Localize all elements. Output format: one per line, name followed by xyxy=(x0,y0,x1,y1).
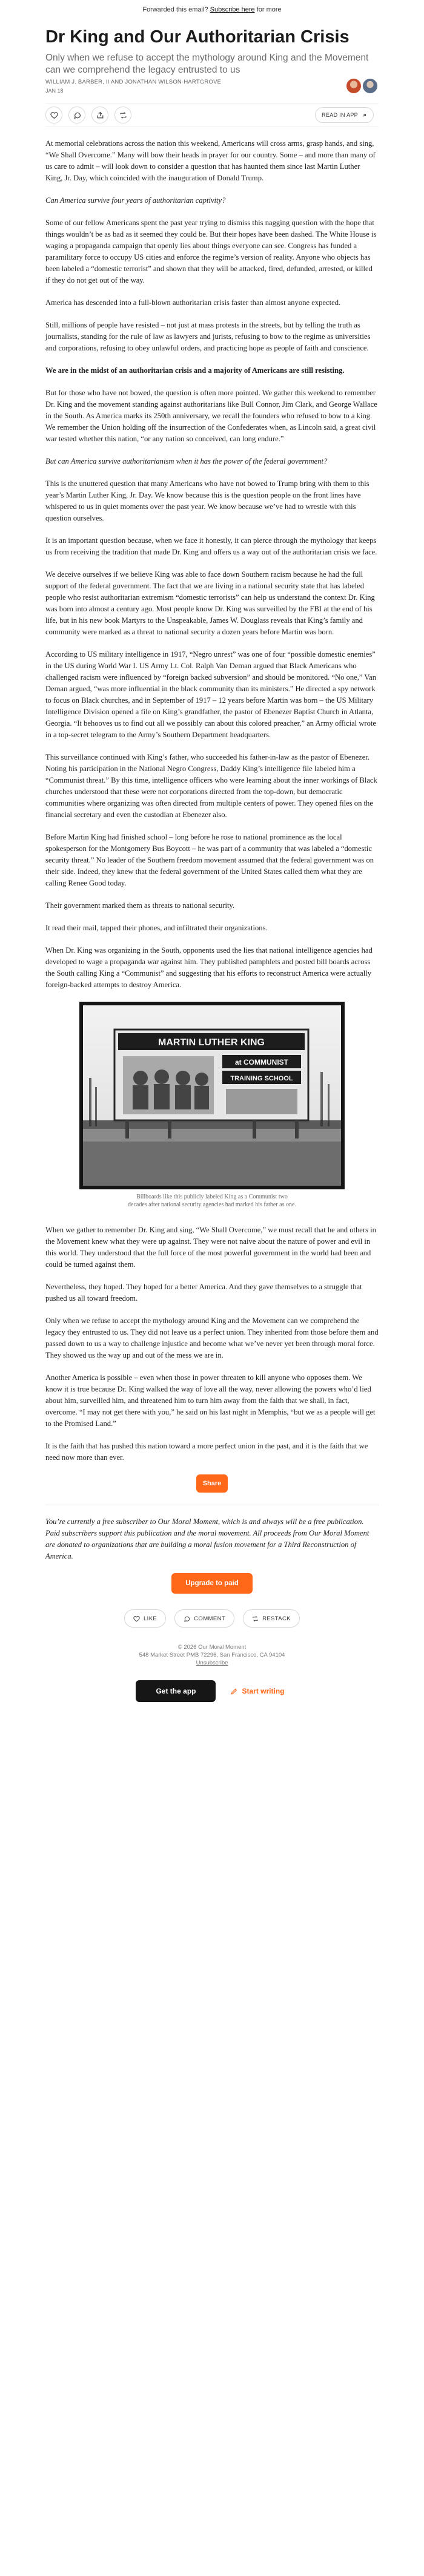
footer-like-label: LIKE xyxy=(143,1615,157,1622)
post-action-bar xyxy=(45,103,379,127)
body-paragraph: Another America is possible – even when those in power threaten to kill anyone who opposes them. We know it is true because Dr. King walked the way of love all the way, never allowing the powers who’d lied about him, surveilled him, and threatened him to turn him away from the faith that we shall, in fact, overcome. “I may not get there with you,” he said on his last night in Memphis, “but we as a people will get to the Promised Land.” xyxy=(45,1373,376,1428)
comment-icon xyxy=(73,111,81,119)
body-paragraph: We deceive ourselves if we believe King was able to face down Southern racism because he had the full support of the federal government. The fact that we are living in a national security state that has labeled people who resist authoritarian extremism “domestic terrorists” can help us understand the context Dr. King was born into almost a century ago. Most people know Dr. King was surveilled by the FBI at the end of his life, but in his new book Martyrs to the Unspeakable, James W. Douglass reveals that King’s family and community were marked as a threat to national security a dozen years before Martin was born. xyxy=(45,570,375,636)
body-paragraph: It read their mail, tapped their phones, and infiltrated their organizations. xyxy=(45,924,268,932)
forwarded-banner xyxy=(0,6,424,13)
body-paragraph: Before Martin King had finished school – long before he rose to national prominence as the local spokesperson for the Montgomery Bus Boycott – he was part of a community that was labeled a “domestic security threat.” No leader of the Southern freedom movement assumed that the federal government was on their side. Indeed, they knew that the federal government of the United States called them what they are calling Renee Good today. xyxy=(45,833,374,887)
billboard-figure xyxy=(45,1002,379,1209)
forwarded-text: Forwarded this email? xyxy=(142,6,208,13)
body-paragraph: This is the unuttered question that many Americans who have not bowed to Trump bring with them to this year’s Martin Luther King, Jr. Day. We know because this is the question people on the front lines have whispered to us in quiet moments over the past year. We know because we’ve had to wrestle with this question ourselves. xyxy=(45,479,369,522)
footer-comment-label: COMMENT xyxy=(194,1615,226,1622)
billboard-text-line1: MARTIN LUTHER KING xyxy=(158,1037,265,1048)
billboard-text-line2: at COMMUNIST xyxy=(235,1058,288,1066)
footer-like-button[interactable] xyxy=(124,1609,166,1628)
restack-button[interactable] xyxy=(114,107,131,123)
avatar[interactable] xyxy=(346,79,361,93)
body-paragraph: When Dr. King was organizing in the South, opponents used the lies that national intelligence agencies had developed to wage a propaganda war against him. They published pamphlets and posted bill boards across the South calling King a “Communist” and suggesting that his efforts to reconstruct America were actually foreign-backed attempts to destroy America. xyxy=(45,946,373,989)
forwarded-suffix: for more xyxy=(256,6,282,13)
body-paragraph: This surveillance continued with King’s father, who succeeded his father-in-law as the pastor of Ebenezer. Noting his participation in the National Negro Congress, Daddy King’s intelligence file labeled him a “Communist threat.” By this time, intelligence officers who were learning about the inner workings of Black churches understood that these were not corporations directed from the top-down, but democratic communities where organizing was often directed from multiple centers of power. They opened files on the financial secretary and even the custodian at Ebenezer also. xyxy=(45,753,377,819)
post-body xyxy=(45,138,379,1702)
caption-line-2: decades after national security agencies had marked his father as one. xyxy=(128,1201,296,1208)
body-paragraph: At memorial celebrations across the nation this weekend, Americans will cross arms, grasp hands, and sing, “We Shall Overcome.” Many will bow their heads in prayer for our country. Some – and more than many of us care to admit – will look down to consider a question that has haunted them since last Martin Luther King, Jr. Day, which coincided with the inauguration of Donald Trump. xyxy=(45,139,376,182)
body-paragraph: When we gather to remember Dr. King and sing, “We Shall Overcome,” we must recall that he and others in the Movement knew what they were up against. They were not naive about the nature of power and evil in this world. They understood that the full force of the most powerful government in the world had been and could be turned against them. xyxy=(45,1226,376,1269)
post-date: JAN 18 xyxy=(45,88,64,94)
comment-icon xyxy=(184,1615,190,1622)
body-paragraph: Some of our fellow Americans spent the past year trying to dismiss this nagging question with the hope that things wouldn’t be as bad as it seemed they could be. But their hopes have been dashed. The White House is waging a propaganda campaign that openly lies about things everyone can see. Congress has funded a paramilitary force to occupy US cities and enforce the regime’s version of reality. Anyone who objects has been labeled a “domestic terrorist” and shown that they will be attacked, fired, defunded, arrested, or killed if they do not get out of the way. xyxy=(45,218,377,284)
footer-info xyxy=(45,1643,379,1667)
upgrade-to-paid-button[interactable]: Upgrade to paid xyxy=(171,1573,253,1594)
caption-line-1: Billboards like this publicly labeled King as a Communist two xyxy=(136,1194,288,1200)
footer-address: 548 Market Street PMB 72296, San Francisco, CA 94104 xyxy=(139,1652,285,1658)
body-paragraph: Still, millions of people have resisted – not just at mass protests in the streets, but by telling the truth as journalists, standing for the rule of law as lawyers and jurists, refusing to bow to the regime as universities and corporations, refusing to obey unlawful orders, and practicing hope as people of faith and conscience. xyxy=(45,321,371,352)
share-button[interactable] xyxy=(91,107,108,123)
unsubscribe-link[interactable]: Unsubscribe xyxy=(196,1660,228,1666)
body-paragraph: But for those who have not bowed, the question is often more pointed. We gather this weekend to remember Dr. King and the movement standing against authoritarians like Bull Connor, Jim Clark, and George Wallace in the South. As America marks its 250th anniversary, we recall the founders who refused to bow to a king. We remember the Union holding off the insurrection of the Confederates when, as Lincoln said, a great civil war tested whether this nation, “or any nation so conceived, can long endure.” xyxy=(45,389,377,443)
get-the-app-button[interactable]: Get the app xyxy=(136,1680,216,1702)
body-paragraph: Can America survive four years of authoritarian captivity? xyxy=(45,196,226,205)
share-post-button[interactable]: Share xyxy=(196,1474,228,1493)
subscription-note: You’re currently a free subscriber to Our Moral Moment, which is and always will be a free publication. Paid subscribers support this publication and the moral movement. All proceeds from Our Moral Moment are donated to organizations that are building a moral fusion movement for a Third Reconstruction of America. xyxy=(45,1517,369,1560)
body-paragraph: We are in the midst of an authoritarian crisis and a majority of Americans are still resisting. xyxy=(45,366,345,375)
post-subtitle: Only when we refuse to accept the mythology around King and the Movement can we comprehend the legacy entrusted to us xyxy=(45,53,369,75)
author-avatars xyxy=(346,79,377,93)
start-writing-button[interactable] xyxy=(227,1680,288,1702)
body-paragraph: It is the faith that has pushed this nation toward a more perfect union in the past, and it is the faith that we need now more than ever. xyxy=(45,1442,368,1462)
read-in-app-button[interactable] xyxy=(315,107,374,123)
body-paragraph: Only when we refuse to accept the mythology around King and the Movement can we comprehend the legacy they entrusted to us. They did not leave us a perfect union. They inherited from those before them and passed down to us a way to challenge injustice and become what we’ve never yet been through moral force. They showed us the way up and out of the mess we are in. xyxy=(45,1316,379,1359)
figure-caption xyxy=(45,1193,379,1209)
like-button[interactable] xyxy=(45,107,62,123)
body-paragraph: America has descended into a full-blown authoritarian crisis faster than almost anyone expected. xyxy=(45,298,341,307)
subscribe-link[interactable]: Subscribe here xyxy=(210,6,255,13)
body-paragraph: But can America survive authoritarianism when it has the power of the federal government? xyxy=(45,457,328,465)
comment-button[interactable] xyxy=(68,107,85,123)
avatar[interactable] xyxy=(363,79,377,93)
footer-restack-label: RESTACK xyxy=(262,1615,291,1622)
body-paragraph: According to US military intelligence in 1917, “Negro unrest” was one of four “possible domestic enemies” in the US during World War I. US Army Lt. Col. Ralph Van Deman argued that Black Americans who challenged racism were influenced by “foreign backed subversion” and should be monitored. “No one,” Van Deman argued, “was more influential in the black community than its ministers.” He directed a spy network to focus on Black churches, and in September of 1917 – 12 years before Martin was born – the US Military Intelligence Division opened a file on King’s grandfather, the pastor of Ebenezer Baptist Church in Atlanta, Georgia. “It behooves us to find out all we possibly can about this colored preacher,” an Army official wrote in a top-secret telegram to the Army’s Southern Department headquarters. xyxy=(45,650,377,739)
footer-copyright: © 2026 Our Moral Moment xyxy=(177,1644,247,1651)
arrow-up-right-icon xyxy=(362,113,367,118)
billboard-photo[interactable] xyxy=(79,1002,345,1189)
bottom-buttons xyxy=(45,1680,379,1702)
read-in-app-label: READ IN APP xyxy=(322,112,358,118)
heart-icon xyxy=(50,111,58,119)
restack-icon xyxy=(119,111,127,119)
restack-icon xyxy=(252,1615,259,1622)
start-writing-label: Start writing xyxy=(242,1687,285,1695)
pencil-icon xyxy=(230,1687,238,1695)
body-paragraph: Their government marked them as threats to national security. xyxy=(45,901,235,910)
body-paragraph: It is an important question because, when we face it honestly, it can pierce through the mythology that keeps us from receiving the tradition that made Dr. King and offers us a way out of the authoritarian crisis we face. xyxy=(45,536,377,556)
heart-icon xyxy=(133,1615,140,1622)
share-icon xyxy=(96,111,104,119)
footer-restack-button[interactable] xyxy=(243,1609,300,1628)
post-title[interactable]: Dr King and Our Authoritarian Crisis xyxy=(45,27,349,47)
post-byline[interactable]: WILLIAM J. BARBER, II AND JONATHAN WILSON-HARTGROVE xyxy=(45,79,222,85)
footer-actions xyxy=(45,1609,379,1628)
footer-comment-button[interactable] xyxy=(174,1609,234,1628)
body-paragraph: Nevertheless, they hoped. They hoped for a better America. And they gave themselves to a struggle that pushed us all toward freedom. xyxy=(45,1283,362,1303)
billboard-text-line3: TRAINING SCHOOL xyxy=(230,1075,293,1082)
